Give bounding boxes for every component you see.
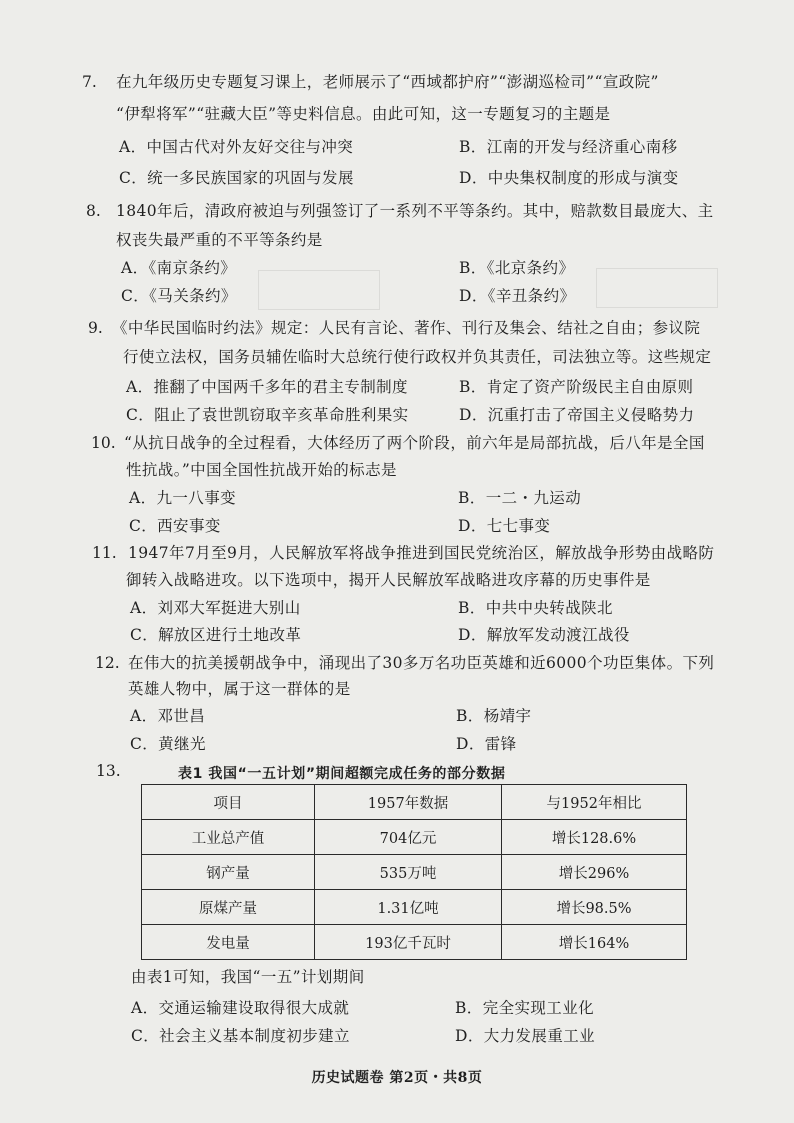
option-d[interactable]: D．大力发展重工业 [455, 1027, 596, 1045]
table-header-cell: 与1952年相比 [502, 785, 687, 820]
option-a[interactable]: A．中国古代对外友好交往与冲突 [119, 138, 354, 156]
option-c[interactable]: C．西安事变 [129, 517, 221, 535]
table-row [142, 820, 687, 855]
option-b[interactable]: B．江南的开发与经济重心南移 [459, 138, 678, 156]
option-a[interactable]: A．九一八事变 [129, 489, 236, 507]
question-number: 9. [88, 319, 103, 337]
question-stem-line: “从抗日战争的全过程看，大体经历了两个阶段，前六年是局部抗战，后八年是全国 [124, 434, 705, 452]
question-stem-line: 在九年级历史专题复习课上，老师展示了“西域都护府”“澎湖巡检司”“宣政院” [116, 73, 659, 91]
option-a[interactable]: A．《南京条约》 [121, 259, 237, 277]
question-stem-line: 行使立法权，国务员辅佐临时大总统行使行政权并负其责任，司法独立等。这些规定 [123, 348, 712, 366]
question-stem-line: 英雄人物中，属于这一群体的是 [128, 680, 351, 698]
question-stem-line: 由表1可知，我国“一五”计划期间 [131, 968, 365, 986]
question-stem-line: 权丧失最严重的不平等条约是 [116, 231, 323, 249]
option-b[interactable]: B．肯定了资产阶级民主自由原则 [459, 378, 694, 396]
question-number: 13. [96, 762, 121, 780]
question-stem-line: 御转入战略进攻。以下选项中，揭开人民解放军战略进攻序幕的历史事件是 [126, 571, 651, 589]
question-stem-line: 在伟大的抗美援朝战争中，涌现出了30多万名功臣英雄和近6000个功臣集体。下列 [128, 654, 715, 672]
option-b[interactable]: B．完全实现工业化 [455, 999, 594, 1017]
option-a[interactable]: A．邓世昌 [130, 707, 206, 725]
option-b[interactable]: B．《北京条约》 [459, 259, 575, 277]
table-cell: 原煤产量 [142, 890, 315, 925]
question-stem-line: 1840年后，清政府被迫与列强签订了一系列不平等条约。其中，赔款数目最庞大、主 [116, 202, 714, 220]
table-row [142, 855, 687, 890]
option-d[interactable]: D．沉重打击了帝国主义侵略势力 [459, 406, 695, 424]
question-stem-line: “伊犁将军”“驻藏大臣”等史料信息。由此可知，这一专题复习的主题是 [116, 105, 611, 123]
option-c[interactable]: C．统一多民族国家的巩固与发展 [119, 169, 354, 187]
option-c[interactable]: C．解放区进行土地改革 [130, 626, 302, 644]
table-cell: 193亿千瓦时 [315, 925, 502, 960]
table-header-cell: 项目 [142, 785, 315, 820]
question-number: 12. [95, 654, 120, 672]
table-cell: 工业总产值 [142, 820, 315, 855]
option-d[interactable]: D．《辛丑条约》 [459, 287, 576, 305]
question-number: 10. [91, 434, 116, 452]
table-cell: 增长164% [502, 925, 687, 960]
option-a[interactable]: A．推翻了中国两千多年的君主专制制度 [126, 378, 408, 396]
option-b[interactable]: B．中共中央转战陕北 [458, 599, 613, 617]
table-header-row [142, 785, 687, 820]
question-stem-line: 性抗战。”中国全国性抗战开始的标志是 [126, 461, 397, 479]
option-b[interactable]: B．一二・九运动 [458, 489, 582, 507]
question-number: 11. [92, 544, 117, 562]
option-d[interactable]: D．七七事变 [458, 517, 551, 535]
table-cell: 增长98.5% [502, 890, 687, 925]
question-number: 7. [82, 73, 97, 91]
data-table [141, 784, 687, 960]
option-c[interactable]: C．《马关条约》 [121, 287, 237, 305]
option-c[interactable]: C．阻止了袁世凯窃取辛亥革命胜利果实 [126, 406, 409, 424]
option-a[interactable]: A．交通运输建设取得很大成就 [131, 999, 350, 1017]
table-cell: 1.31亿吨 [315, 890, 502, 925]
option-b[interactable]: B．杨靖宇 [456, 707, 532, 725]
question-stem-line: 《中华民国临时约法》规定：人民有言论、著作、刊行及集会、结社之自由；参议院 [112, 319, 701, 337]
option-c[interactable]: C．黄继光 [130, 735, 206, 753]
question-stem-line: 1947年7月至9月，人民解放军将战争推进到国民党统治区，解放战争形势由战略防 [128, 544, 715, 562]
table-cell: 增长128.6% [502, 820, 687, 855]
bleed-through-box [596, 268, 718, 308]
bleed-through-box [258, 270, 380, 310]
question-number: 8. [86, 202, 101, 220]
option-d[interactable]: D．雷锋 [456, 735, 517, 753]
option-d[interactable]: D．解放军发动渡江战役 [458, 626, 630, 644]
option-c[interactable]: C．社会主义基本制度初步建立 [131, 1027, 350, 1045]
table-cell: 钢产量 [142, 855, 315, 890]
table-row [142, 890, 687, 925]
table-cell: 发电量 [142, 925, 315, 960]
table-cell: 增长296% [502, 855, 687, 890]
page-footer: 历史试题卷 第2页・共8页 [311, 1070, 483, 1086]
table-cell: 535万吨 [315, 855, 502, 890]
table-caption: 表1 我国“一五计划”期间超额完成任务的部分数据 [178, 766, 506, 782]
option-a[interactable]: A．刘邓大军挺进大别山 [130, 599, 301, 617]
table-header-cell: 1957年数据 [315, 785, 502, 820]
table-row [142, 925, 687, 960]
table-cell: 704亿元 [315, 820, 502, 855]
option-d[interactable]: D．中央集权制度的形成与演变 [459, 169, 679, 187]
